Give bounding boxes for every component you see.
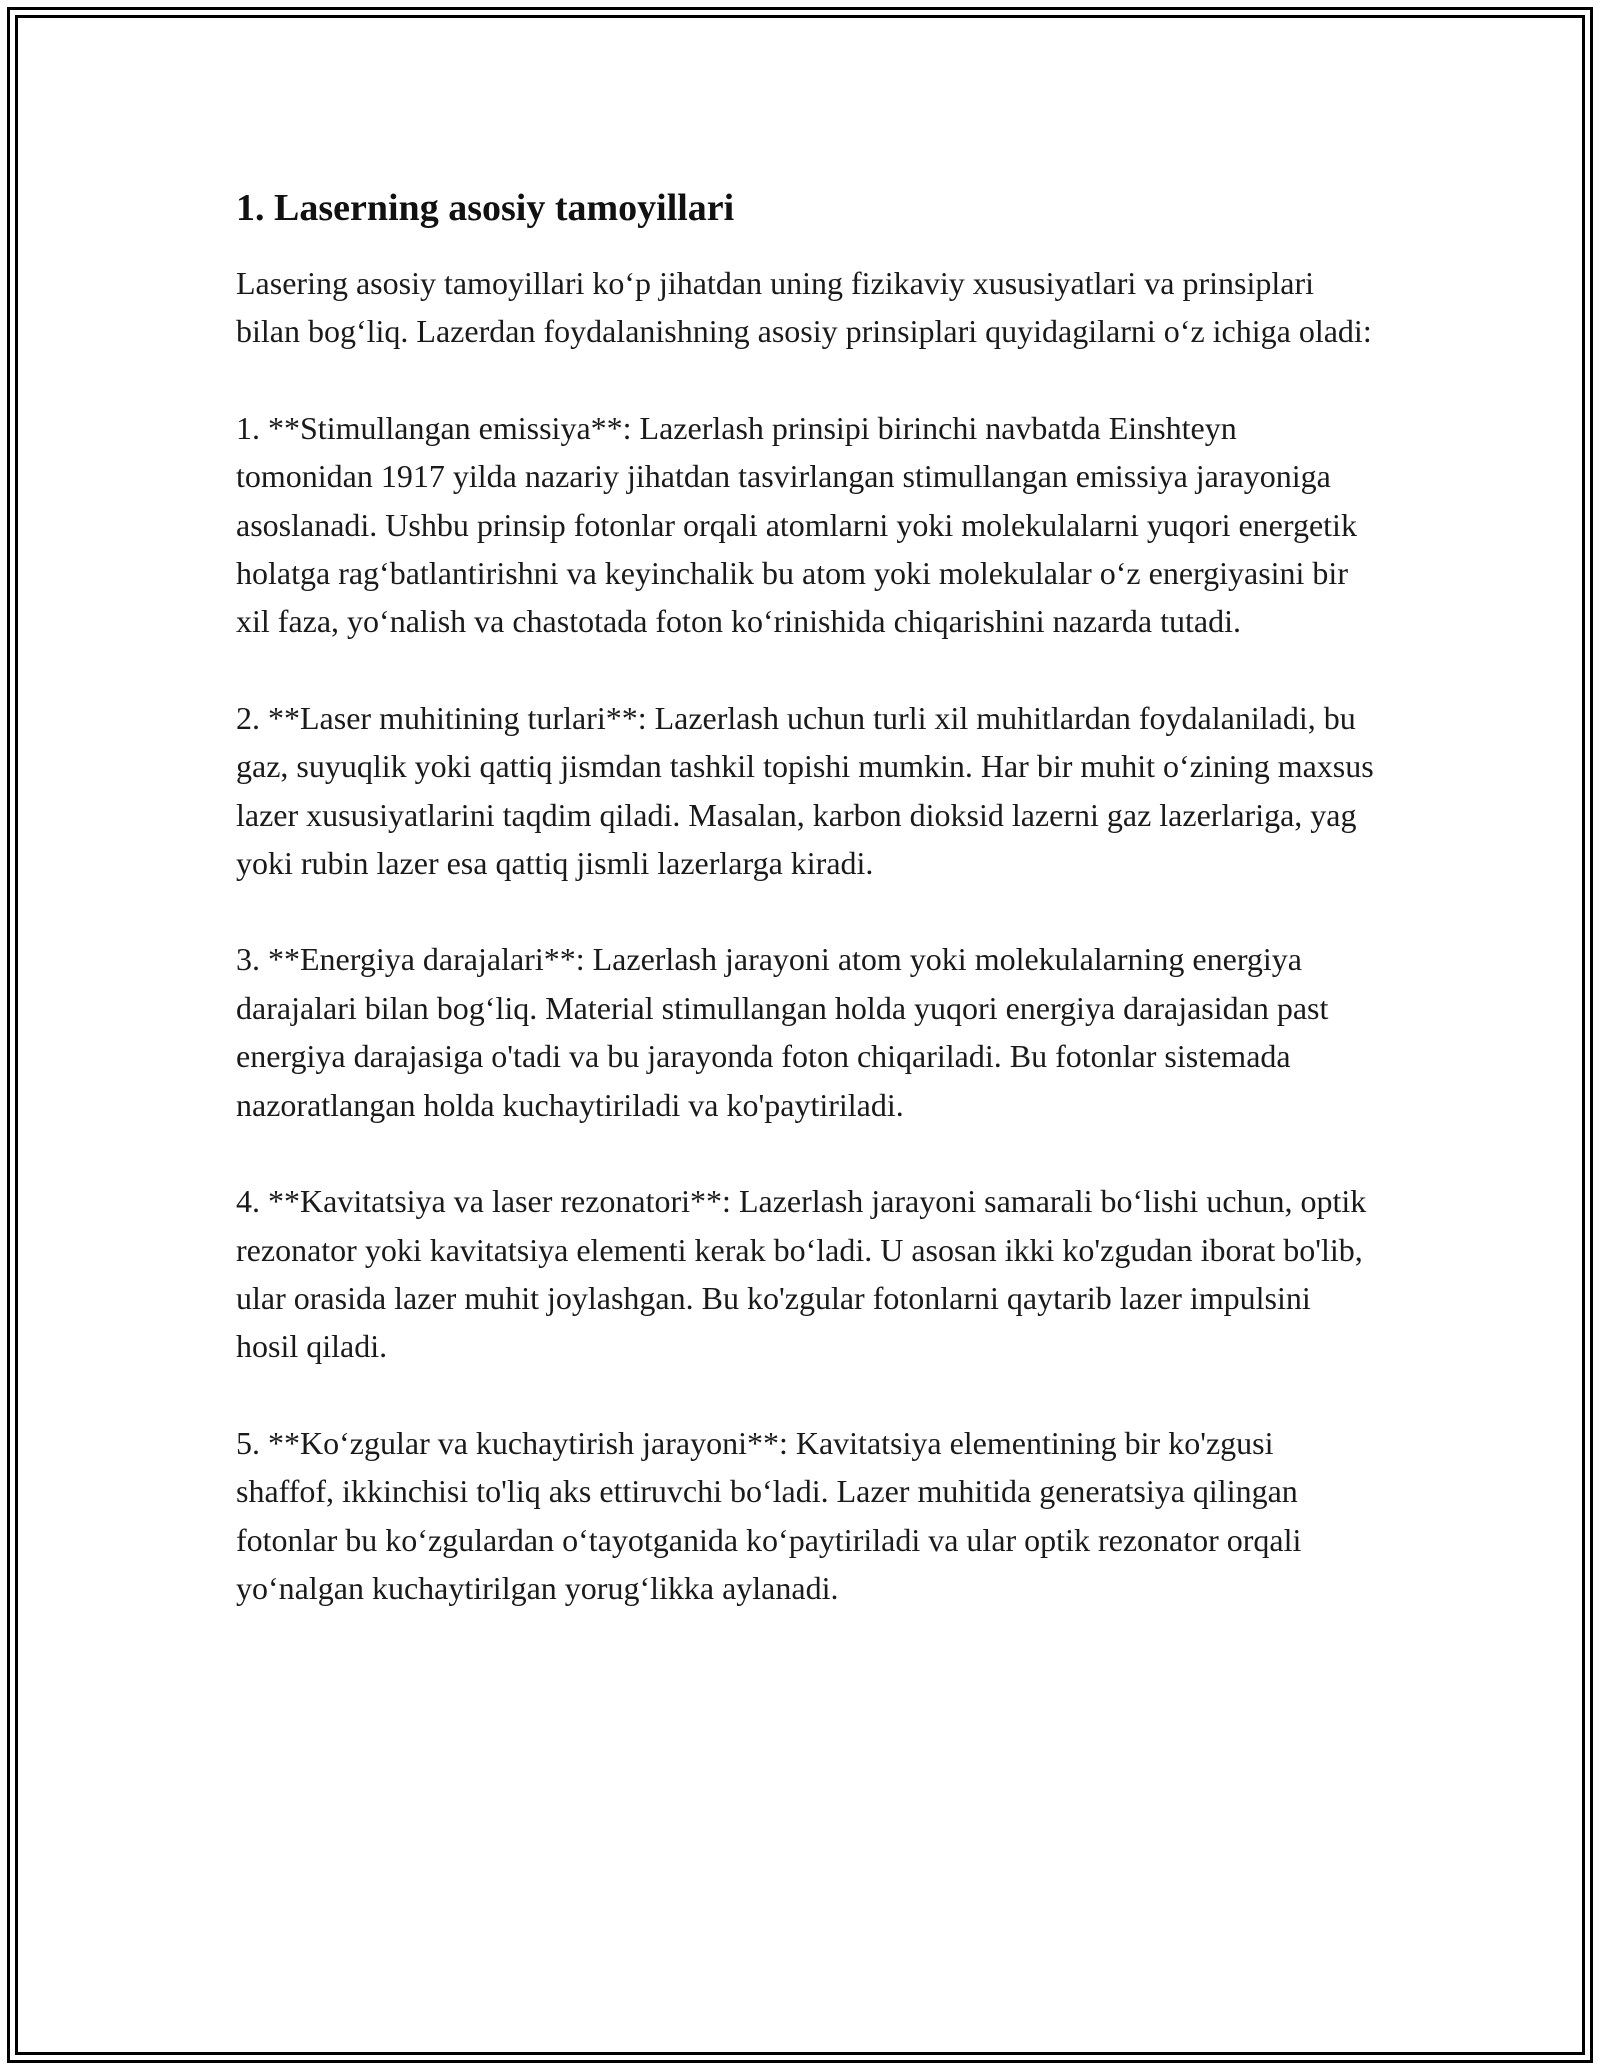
paragraph-laser-medium-types: 2. **Laser muhitining turlari**: Lazerlash uchun turli xil muhitlardan foydalaniladi, bu gaz, suyuqlik yoki qattiq jismdan tashkil topishi mumkin. Har bir muhit o‘zining maxsus lazer xususiyatlarini taqdim qiladi. Masalan, karbon dioksid lazerni gaz lazerlariga, yag yoki rubin lazer esa qattiq jismli lazerlarga kiradi. (236, 699, 1374, 882)
paragraph-energy-levels: 3. **Energiya darajalari**: Lazerlash jarayoni atom yoki molekulalarning energiya darajalari bilan bog‘liq. Material stimullangan holda yuqori energiya darajasidan past energiya darajasiga o'tadi va bu jarayonda foton chiqariladi. Bu fotonlar sistemada nazoratlangan holda kuchaytiriladi va ko'paytiriladi. (236, 941, 1329, 1123)
intro-paragraph: Lasering asosiy tamoyillari ko‘p jihatdan uning fizikaviy xususiyatlari va prinsiplari bilan bog‘liq. Lazerdan foydalanishning asosiy prinsiplari quyidagilarni o‘z ichiga oladi: (236, 265, 1372, 350)
paragraph-mirrors-amplification: 5. **Ko‘zgular va kuchaytirish jarayoni**: Kavitatsiya elementining bir ko'zgusi shaffof, ikkinchisi to'liq aks ettiruvchi bo‘ladi. Lazer muhitida generatsiya qilingan fotonlar bu ko‘zgulardan o‘tayotganida ko‘paytiriladi va ular optik rezonator orqali yo‘nalgan kuchaytirilgan yorug‘likka aylanadi. (236, 1424, 1302, 1606)
document-body (236, 186, 1376, 1660)
paragraph-stimulated-emission: 1. **Stimullangan emissiya**: Lazerlash prinsipi birinchi navbatda Einshteyn tomonidan 1917 yilda nazariy jihatdan tasvirlangan stimullangan emissiya jarayoniga asoslanadi. Ushbu prinsip fotonlar orqali atomlarni yoki molekulalarni yuqori energetik holatga rag‘batlantirishni va keyinchalik bu atom yoki molekulalar o‘z energiyasini bir xil faza, yo‘nalish va chastotada foton ko‘rinishida chiqarishini nazarda tutadi. (236, 409, 1357, 640)
section-heading: 1. Laserning asosiy tamoyillari (236, 187, 735, 229)
paragraph-laser-resonator: 4. **Kavitatsiya va laser rezonatori**: Lazerlash jarayoni samarali bo‘lishi uchun, optik rezonator yoki kavitatsiya elementi kerak bo‘ladi. U asosan ikki ko'zgudan iborat bo'lib, ular orasida lazer muhit joylashgan. Bu ko'zgular fotonlarni qaytarib lazer impulsini hosil qiladi. (236, 1183, 1367, 1365)
